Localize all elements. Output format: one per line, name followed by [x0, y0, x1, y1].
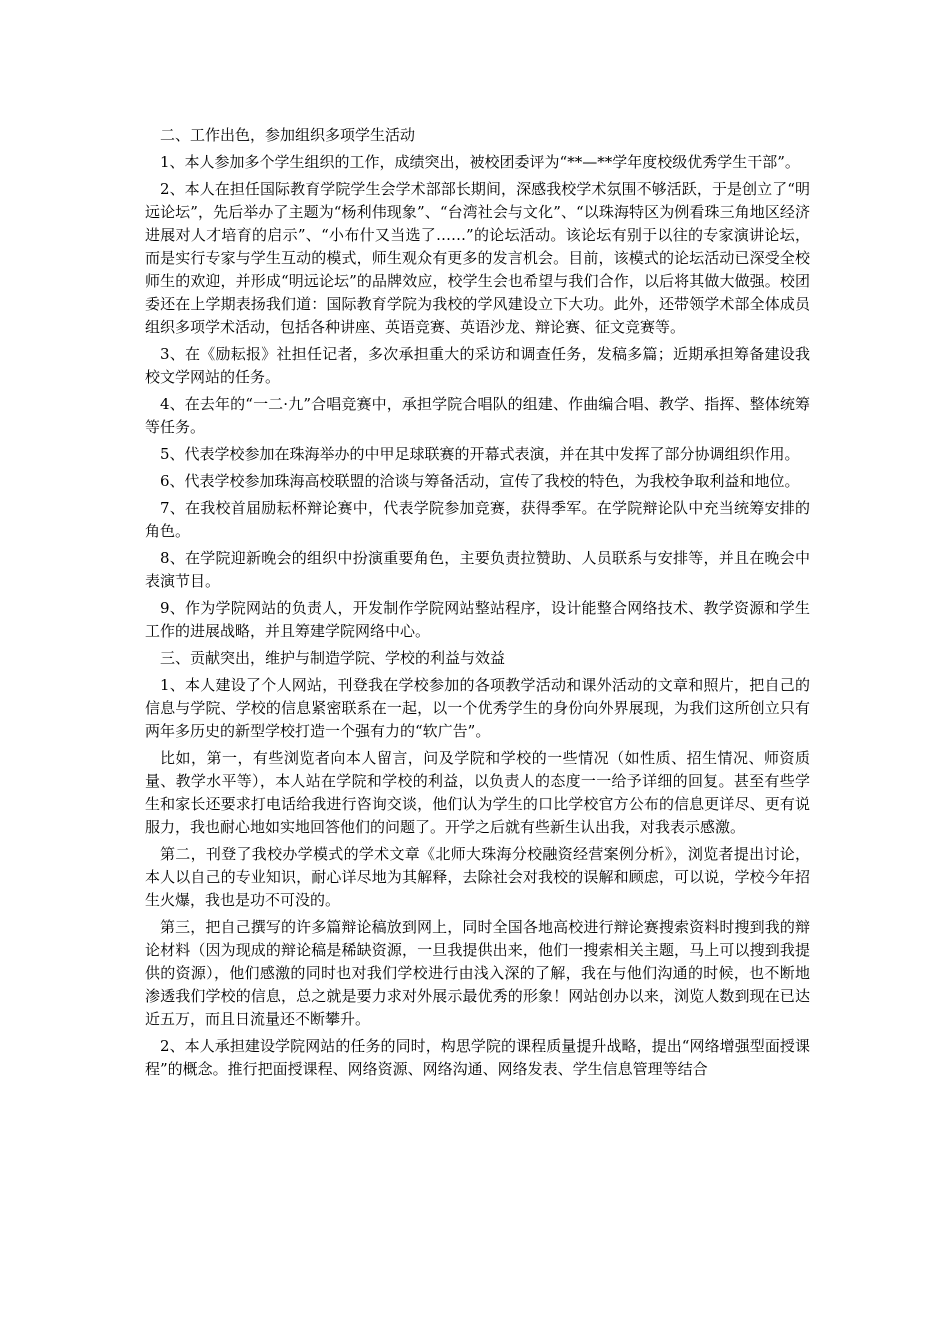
paragraph-example-third: 第三，把自己撰写的许多篇辩论稿放到网上，同时全国各地高校进行辩论赛搜索资料时搜到我的辩论材料（因为现成的辩论稿是稀缺资源，一旦我提供出来，他们一搜索相关主题，马上可以搜到我提供的资源），他们感激的同时也对我们学校进行由浅入深的了解，我在与他们沟通的时候，也不断地渗透我们学校的信息，总之就是要力求对外展示最优秀的形象！网站创办以来，浏览人数到现在已达近五万，而且日流量还不断攀升。 — [145, 918, 810, 1028]
paragraph-item-2-4: 4、在去年的“一二·九”合唱竞赛中，承担学院合唱队的组建、作曲编合唱、教学、指挥、整体统筹等任务。 — [145, 395, 810, 436]
section-heading-2: 二、工作出色，参加组织多项学生活动 — [160, 126, 416, 144]
paragraph-item-2-6: 6、代表学校参加珠海高校联盟的洽谈与筹备活动，宣传了我校的特色，为我校争取利益和地位。 — [160, 472, 800, 490]
paragraph-item-2-8: 8、在学院迎新晚会的组织中扮演重要角色，主要负责拉赞助、人员联系与安排等，并且在晚会中表演节目。 — [145, 549, 810, 590]
document-body — [145, 124, 810, 1085]
paragraph-item-2-1: 1、本人参加多个学生组织的工作，成绩突出，被校团委评为“**—**学年度校级优秀学生干部”。 — [160, 153, 800, 171]
paragraph-item-2-5: 5、代表学校参加在珠海举办的中甲足球联赛的开幕式表演，并在其中发挥了部分协调组织作用。 — [160, 445, 800, 463]
paragraph-item-2-3: 3、在《励耘报》社担任记者，多次承担重大的采访和调查任务，发稿多篇；近期承担筹备建设我校文学网站的任务。 — [145, 345, 810, 386]
paragraph-item-3-1: 1、本人建设了个人网站，刊登我在学校参加的各项教学活动和课外活动的文章和照片，把自己的信息与学院、学校的信息紧密联系在一起，以一个优秀学生的身份向外界展现，为我们这所创立只有两年多历史的新型学校打造一个强有力的“软广告”。 — [145, 676, 810, 740]
section-heading-3: 三、贡献突出，维护与制造学院、学校的利益与效益 — [160, 649, 506, 667]
paragraph-item-2-9: 9、作为学院网站的负责人，开发制作学院网站整站程序，设计能整合网络技术、教学资源和学生工作的进展战略，并且筹建学院网络中心。 — [145, 599, 810, 640]
paragraph-example-second: 第二，刊登了我校办学模式的学术文章《北师大珠海分校融资经营案例分析》，浏览者提出讨论，本人以自己的专业知识，耐心详尽地为其解释，去除社会对我校的误解和顾虑，可以说，学校今年招生火爆，我也是功不可没的。 — [145, 845, 810, 909]
paragraph-item-2-2: 2、本人在担任国际教育学院学生会学术部部长期间，深感我校学术氛围不够活跃，于是创立了“明远论坛”，先后举办了主题为“杨利伟现象”、“台湾社会与文化”、“以珠海特区为例看珠三角地区经济进展对人才培育的启示”、“小布什又当选了……”的论坛活动。该论坛有别于以往的专家演讲论坛，而是实行专家与学生互动的模式，师生观众有更多的发言机会。目前，该模式的论坛活动已深受全校师生的欢迎，并形成“明远论坛”的品牌效应，校学生会也希望与我们合作，以后将其做大做强。校团委还在上学期表扬我们道：国际教育学院为我校的学风建设立下大功。此外，还带领学术部全体成员组织多项学术活动，包括各种讲座、英语竞赛、英语沙龙、辩论赛、征文竞赛等。 — [145, 180, 810, 336]
paragraph-item-2-7: 7、在我校首届励耘杯辩论赛中，代表学院参加竞赛，获得季军。在学院辩论队中充当统筹安排的角色。 — [145, 499, 810, 540]
paragraph-item-3-2: 2、本人承担建设学院网站的任务的同时，构思学院的课程质量提升战略，提出“网络增强型面授课程”的概念。推行把面授课程、网络资源、网络沟通、网络发表、学生信息管理等结合 — [145, 1037, 810, 1078]
paragraph-example-first: 比如，第一，有些浏览者向本人留言，问及学院和学校的一些情况（如性质、招生情况、师资质量、教学水平等），本人站在学院和学校的利益，以负责人的态度一一给予详细的回复。甚至有些学生和家长还要求打电话给我进行咨询交谈，他们认为学生的口比学校官方公布的信息更详尽、更有说服力，我也耐心地如实地回答他们的问题了。开学之后就有些新生认出我，对我表示感激。 — [145, 749, 810, 836]
